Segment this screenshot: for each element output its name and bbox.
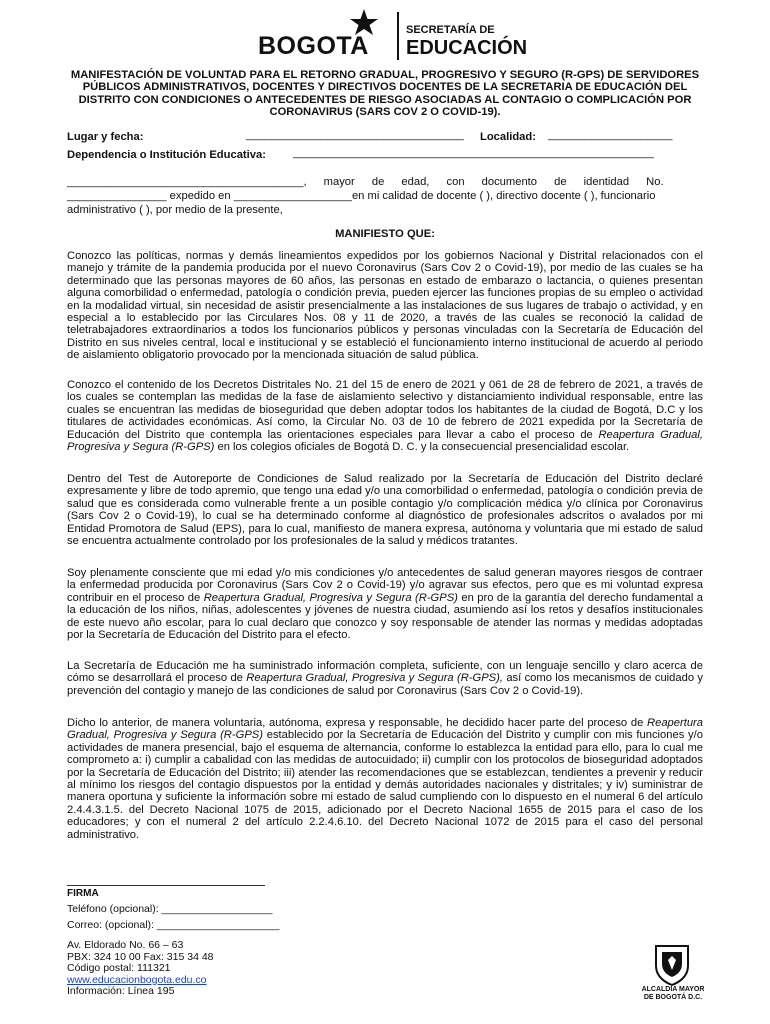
footer-address: Av. Eldorado No. 66 – 63: [67, 939, 184, 951]
firma-label: FIRMA: [67, 888, 99, 899]
footer-website-link[interactable]: www.educacionbogota.edu.co: [67, 973, 207, 986]
identity-block: [67, 176, 703, 188]
header-logo: [258, 6, 528, 64]
name-field[interactable]: ______________________________________: [67, 176, 304, 188]
lugar-field[interactable]: ___________________________________: [246, 129, 464, 141]
footer-contact: [67, 940, 214, 998]
alcaldia-label: ALCALDÍA MAYOR DE BOGOTÁ D.C.: [641, 986, 705, 1001]
manifiesto-heading: MANIFIESTO QUE:: [335, 228, 435, 240]
correo-field[interactable]: Correo: (opcional): _____________________: [67, 919, 280, 931]
identity-text-1: , mayor de edad, con documento de identidad No.: [303, 176, 664, 188]
localidad-label: Localidad:: [480, 131, 536, 143]
signature-line[interactable]: [67, 885, 265, 886]
paragraph-6: Dicho lo anterior, de manera voluntaria, autónoma, expresa y responsable, he decidido hacer parte del proceso de Reapertura Gradual, Progresiva y Segura (R-GPS) establecido por la Secretaría de Educación del Distrito y cumplir con mis funciones y/o actividades de manera presencial, bajo el esquema de alternancia, conforme lo establezca la entidad para ello, para lo cual me comprometo a: i) cumplir a cabalidad con las medidas de autocuidado; ii) cumplir con los protocolos de bioseguridad adoptados por la Secretaría de Educación del Distrito; iii) atender las recomendaciones que se establezcan, tendientes a prevenir y reducir al mínimo los riesgos del contagio dispuestos por la entidad y demás autoridades nacionales y distritales; y iv) suministrar de manera oportuna y suficiente la información sobre mi estado de salud cumpliendo con lo dispuesto en el numeral 6 del artículo 2.4.4.3.1.5. del Decreto Nacional 1075 de 2015, adicionado por el Decreto Nacional 1655 de 2015 para el caso de los educadores; y con el numeral 2 del artículo 2.2.4.6.10. del Decreto Nacional 1072 de 2015 para el caso del personal administrativo.: [67, 717, 703, 841]
paragraph-1: Conozco las políticas, normas y demás lineamientos expedidos por los gobiernos Nacional y Distrital relacionados con el manejo y trámite de la pandemia producida por el nuevo Coronavirus (Sars Cov 2 o Covid-19), por medio de las cuales se ha determinado que las personas mayores de 60 años, las personas en estado de embarazo o lactancia, o quienes presentan alguna comorbilidad o enfermedad, patología o condición previa, pueden ejercer las funciones propias de su empleo o actividad en la modalidad virtual, sin necesidad de asistir presencialmente a las instalaciones de sus lugares de trabajo o actividad, y en especial a lo establecido por las Circulares Nos. 08 y 11 de 2020, a través de las cuales se reconoció la calidad de teletrabajadores extraordinarios a todos los funcionarios públicos y personas vinculadas con la Secretaría de Educación del Distrito en sus niveles central, local e institucional y se estableció el funcionamiento interno institucional de acuerdo al periodo de aislamiento obligatorio provocado por la mencionada situación de salud pública.: [67, 250, 703, 362]
paragraph-2: Conozco el contenido de los Decretos Distritales No. 21 del 15 de enero de 2021 y 061 de 28 de febrero de 2021, a través de los cuales se contemplan las medidas de la fase de aislamiento selectivo y distanciamiento individual responsable, entre las cuales se encuentran las medidas de bioseguridad que deben adoptar todos los habitantes de la ciudad de Bogotá, D.C y los titulares de actividades económicas. Así como, la Circular No. 03 de 10 de febrero de 2021 expedida por la Secretaría de Educación del Distrito que contempla las orientaciones especiales para llevar a cabo el proceso de Reapertura Gradual, Progresiva y Segura (R-GPS) en los colegios oficiales de Bogotá D. C. y la consecuencial presencialidad escolar.: [67, 379, 703, 454]
footer-pbx: PBX: 324 10 00 Fax: 315 34 48: [67, 950, 214, 963]
paragraph-3: Dentro del Test de Autoreporte de Condiciones de Salud realizado por la Secretaría de Educación del Distrito declaré expresamente y libre de todo apremio, que tengo una edad y/o una comorbilidad o enfermedad, patología o condición previa de salud que es considerada como vulnerable frente a un posible contagio y/o complicación médica y/o clínica por Coronavirus (Sars Cov 2 o Covid-19), lo cual se ha determinado conforme al diagnóstico de profesionales adscritos o avalados por mi Entidad Promotora de Salud (EPS), para lo cual, manifiesto de manera expresa, autónoma y voluntaria que mi estado de salud se encuentra actualmente controlado por los profesionales de la salud y médicos tratantes.: [67, 473, 703, 548]
paragraph-5: La Secretaría de Educación me ha suministrado información completa, suficiente, con un lenguaje sencillo y claro acerca de cómo se desarrollará el proceso de Reapertura Gradual, Progresiva y Segura (R-GPS), así como los mecanismos de cuidado y prevención del contagio y manejo de las condiciones de salud por Coronavirus (Sars Cov 2 o Covid-19).: [67, 660, 703, 697]
logo-city-text: BOGOTA: [258, 32, 369, 60]
identity-line-2: ________________ expedido en ___________________en mi calidad de docente ( ), directivo docente ( ), funcionario: [67, 190, 656, 202]
dependencia-field[interactable]: __________________________________________________________: [293, 147, 654, 159]
paragraph-4: Soy plenamente consciente que mi edad y/o mis condiciones y/o antecedentes de salud generan mayores riesgos de contraer la enfermedad producida por Coronavirus (Sars Cov 2 o Covid-19) y/o agravar sus efectos, pero que es mi voluntad expresa contribuir en el proceso de Reapertura Gradual, Progresiva y Segura (R-GPS) en pro de la garantía del derecho fundamental a la educación de los niños, niñas, adolescentes y jóvenes de nuestra ciudad, asumiendo así los retos y desafíos institucionales de este nuevo año escolar, para lo cual declaro que conozco y soy responsable de atender las normas y medidas adoptadas por la Secretaría de Educación del Distrito para el efecto.: [67, 567, 703, 642]
star-icon: [344, 8, 384, 40]
lugar-label: Lugar y fecha:: [67, 131, 144, 143]
telefono-field[interactable]: Teléfono (opcional): ___________________: [67, 903, 273, 915]
logo-educacion-text: EDUCACIÓN: [406, 37, 528, 59]
alcaldia-crest-icon: [652, 942, 692, 986]
document-title: MANIFESTACIÓN DE VOLUNTAD PARA EL RETORNO GRADUAL, PROGRESIVO Y SEGURO (R-GPS) DE SERVIDORES PÚBLICOS ADMINISTRATIVOS, DOCENTES Y DIRECTIVOS DOCENTES DE LA SECRETARIA DE EDUCACIÓN DEL DISTRITO CON CONDICIONES O ANTECEDENTES DE RIESGO ASOCIADAS AL CONTAGIO O COMPLICACIÓN POR CORONAVIRUS (SARS COV 2 O COVID-19).: [70, 69, 700, 119]
footer-postal: Código postal: 111321: [67, 962, 171, 975]
footer-info: Información: Línea 195: [67, 985, 175, 998]
logo-secretaria-text: SECRETARÍA DE: [406, 24, 495, 36]
identity-line-3: administrativo ( ), por medio de la presente,: [67, 204, 283, 216]
dependencia-label: Dependencia o Institución Educativa:: [67, 149, 266, 161]
logo-divider: [397, 12, 399, 60]
localidad-field[interactable]: ____________________: [548, 129, 673, 141]
